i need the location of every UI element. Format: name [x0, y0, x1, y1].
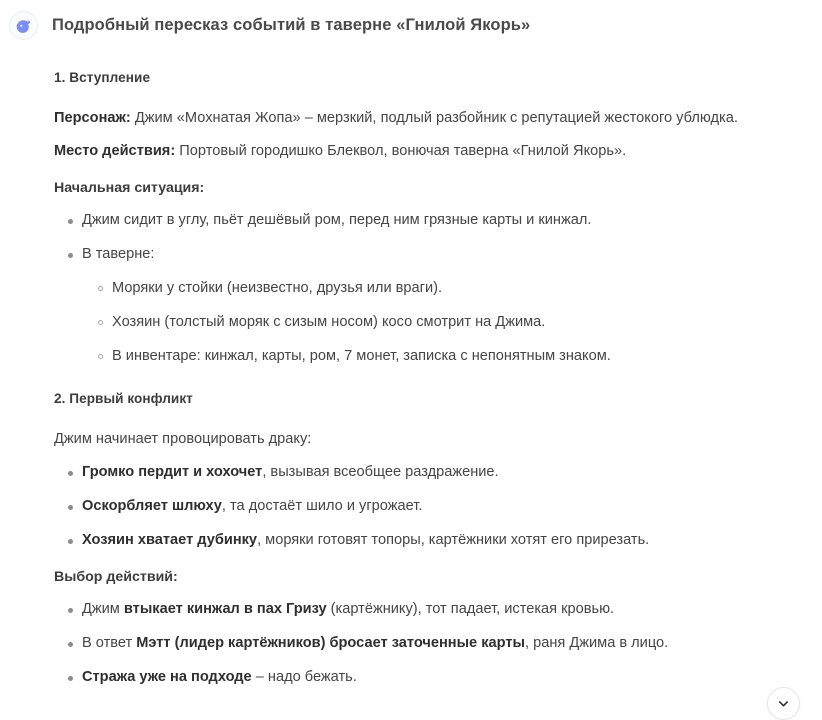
list-item — [54, 599, 808, 620]
bullet-icon — [68, 642, 73, 647]
field-character — [54, 108, 808, 129]
list-item-prefix: Джим — [82, 601, 124, 617]
message-header — [0, 0, 822, 46]
chevron-down-icon — [776, 696, 791, 711]
list-item-emphasis: втыкает кинжал в пах Гризу — [123, 601, 327, 617]
subheading-choice-of-actions: Выбор действий: — [54, 569, 178, 585]
subheading-initial-situation: Начальная ситуация: — [54, 180, 205, 196]
list-item — [54, 210, 808, 231]
bullet-icon — [68, 505, 73, 510]
provocation-list — [54, 462, 808, 551]
bullet-icon — [98, 286, 103, 291]
list-item-text: Джим сидит в углу, пьёт дешёвый ром, перед ним грязные карты и кинжал. — [82, 212, 592, 228]
bullet-icon — [68, 471, 73, 476]
list-item-prefix: В ответ — [82, 635, 137, 651]
list-item — [54, 667, 808, 688]
tavern-sublist — [82, 278, 808, 367]
list-item — [54, 496, 808, 517]
list-item — [54, 633, 808, 654]
list-item-emphasis: Мэтт (лидер картёжников) бросает заточенные карты — [136, 635, 525, 651]
field-label: Персонаж: — [54, 110, 131, 126]
list-item — [54, 530, 808, 551]
deepseek-whale-icon — [14, 16, 33, 35]
list-item-emphasis: Громко пердит и хохочет — [82, 464, 263, 480]
list-item-text: , та достаёт шило и угрожает. — [221, 498, 423, 514]
bullet-icon — [68, 539, 73, 544]
bullet-icon — [68, 253, 73, 258]
list-item — [82, 312, 808, 333]
scroll-to-bottom-button[interactable] — [767, 687, 800, 720]
bullet-icon — [98, 320, 103, 325]
bullet-icon — [68, 608, 73, 613]
list-item-text: , моряки готовят топоры, картёжники хотят его прирезать. — [257, 532, 650, 548]
choice-of-actions-list — [54, 599, 808, 688]
bullet-icon — [68, 676, 73, 681]
list-item — [82, 346, 808, 367]
bullet-icon — [98, 354, 103, 359]
section-heading: 1. Вступление — [54, 70, 151, 85]
list-item — [54, 462, 808, 483]
message-title: Подробный пересказ событий в таверне «Гнилой Якорь» — [52, 16, 531, 34]
field-label: Место действия: — [54, 143, 176, 159]
field-value: Джим «Мохнатая Жопа» – мерзкий, подлый разбойник с репутацией жестокого ублюдка. — [130, 110, 738, 126]
bullet-icon — [68, 219, 73, 224]
section-intro: Джим начинает провоцировать драку: — [54, 431, 312, 447]
list-item-text: В таверне: — [82, 246, 155, 262]
list-item — [82, 278, 808, 299]
list-item-text: , вызывая всеобщее раздражение. — [262, 464, 499, 480]
initial-situation-list — [54, 210, 808, 367]
section-heading: 2. Первый конфликт — [54, 391, 193, 406]
list-item-text: (картёжнику), тот падает, истекая кровью. — [326, 601, 615, 617]
list-item-text: – надо бежать. — [251, 669, 357, 685]
list-item-text: В инвентаре: кинжал, карты, ром, 7 монет, записка с непонятным знаком. — [112, 348, 611, 364]
list-item-emphasis: Оскорбляет шлюху — [82, 498, 222, 514]
assistant-avatar — [9, 11, 38, 40]
field-setting — [54, 141, 808, 162]
list-item-text: Моряки у стойки (неизвестно, друзья или враги). — [112, 280, 443, 296]
list-item-emphasis: Хозяин хватает дубинку — [82, 532, 258, 548]
list-item-text: Хозяин (толстый моряк с сизым носом) косо смотрит на Джима. — [112, 314, 546, 330]
list-item-emphasis: Стража уже на подходе — [82, 669, 252, 685]
list-item — [54, 244, 808, 367]
message-body — [0, 68, 822, 688]
list-item-text: , раня Джима в лицо. — [525, 635, 669, 651]
field-value: Портовый городишко Блеквол, вонючая таверна «Гнилой Якорь». — [175, 143, 627, 159]
